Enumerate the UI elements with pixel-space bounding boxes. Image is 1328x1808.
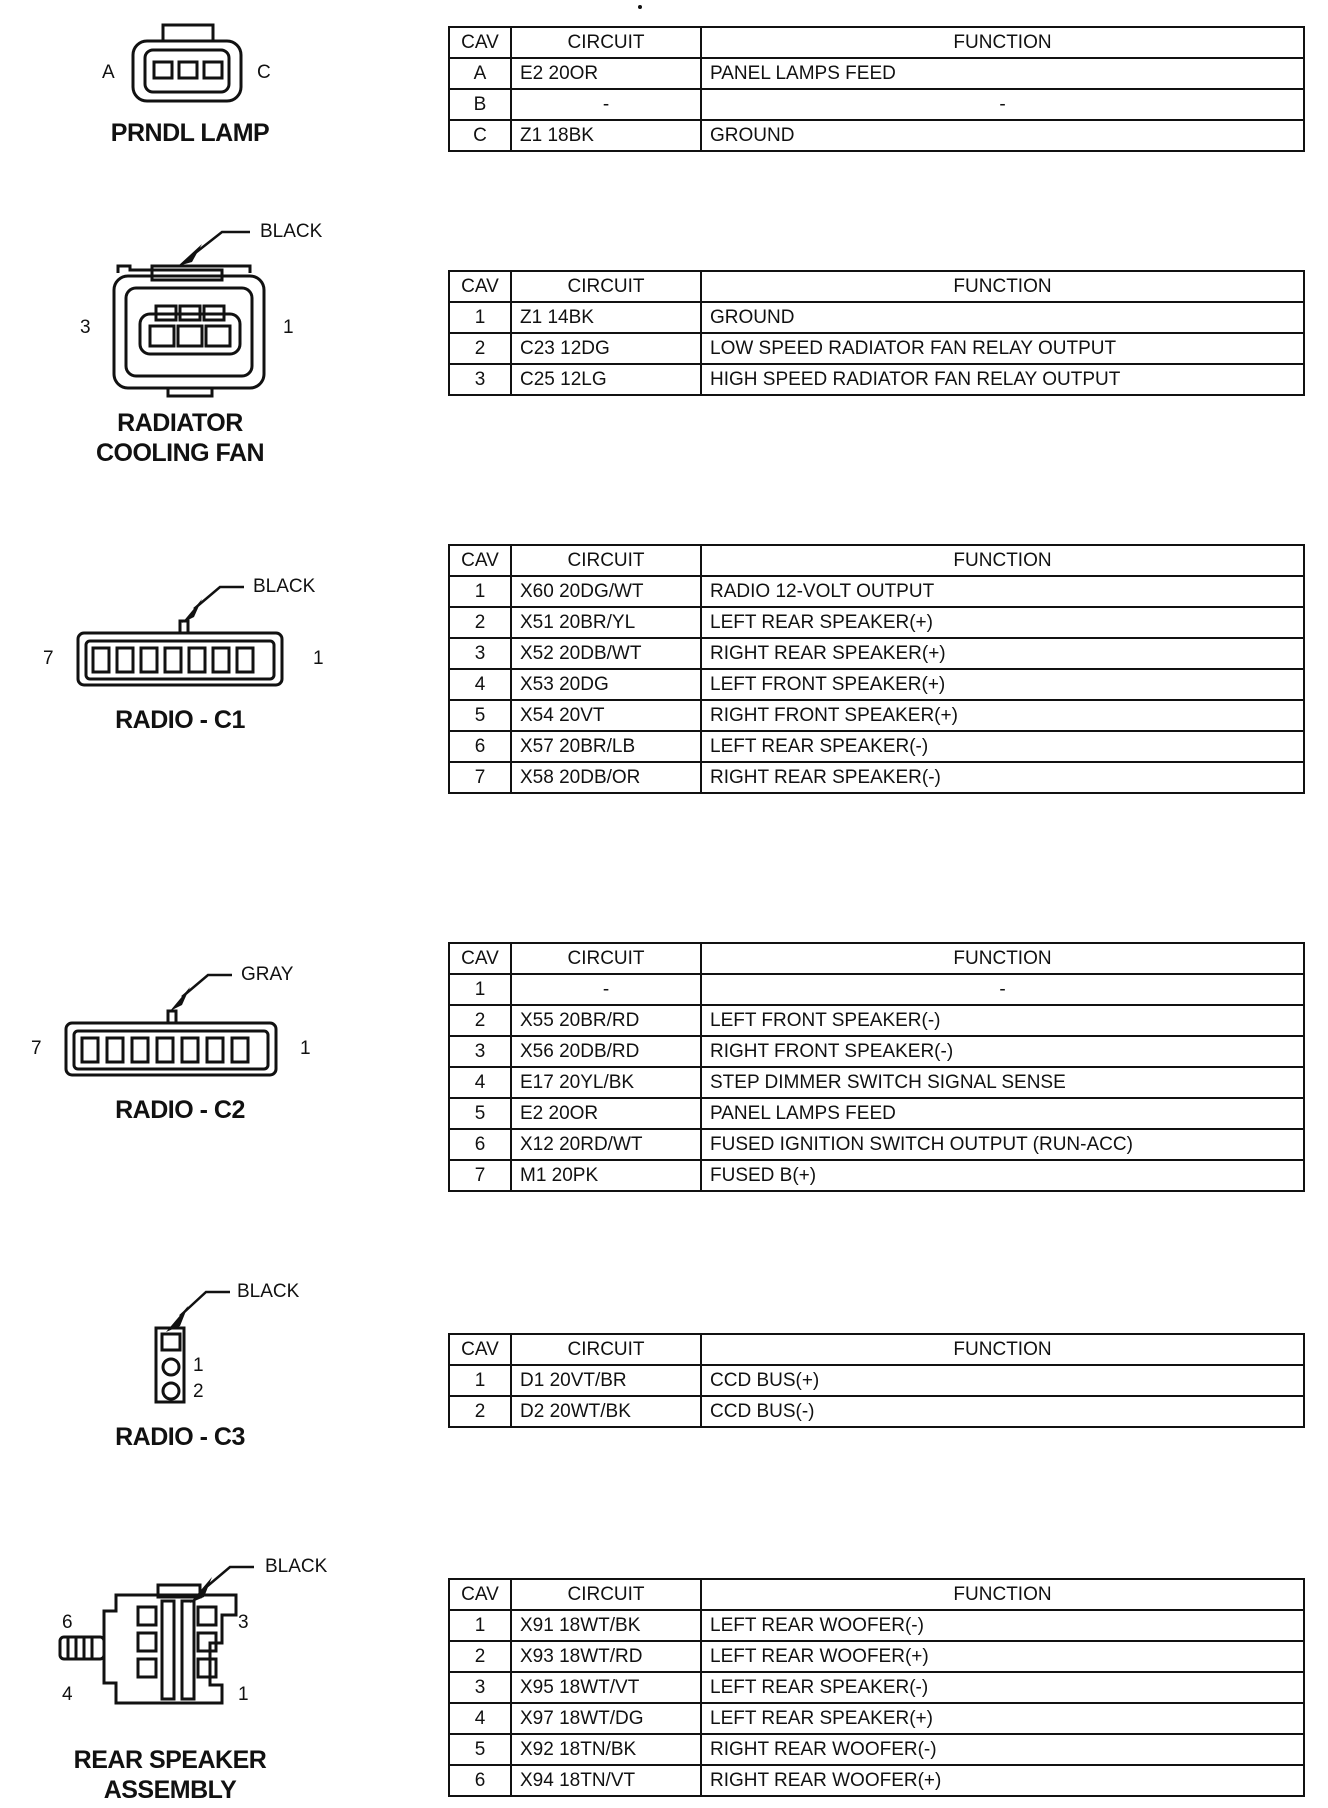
pin-label-1: 1 bbox=[193, 1355, 204, 1376]
pin-label-3: 3 bbox=[238, 1612, 249, 1633]
cav-cell: 4 bbox=[449, 1067, 511, 1098]
cav-cell: 3 bbox=[449, 638, 511, 669]
pin-label-1: 1 bbox=[283, 317, 294, 338]
function-cell: GROUND bbox=[701, 120, 1304, 151]
circuit-cell: X94 18TN/VT bbox=[511, 1765, 701, 1796]
arrow-icon bbox=[170, 987, 190, 1011]
connector-title-line2: ASSEMBLY bbox=[103, 1776, 237, 1804]
pin-label-1: 1 bbox=[300, 1038, 311, 1059]
circuit-cell: X93 18WT/RD bbox=[511, 1641, 701, 1672]
table-row bbox=[449, 762, 1304, 793]
table-row bbox=[449, 1129, 1304, 1160]
prndl-lamp-diagram bbox=[0, 0, 400, 160]
circuit-cell: X58 20DB/OR bbox=[511, 762, 701, 793]
connector-title: RADIO - C1 bbox=[115, 706, 245, 734]
cav-cell: 4 bbox=[449, 1703, 511, 1734]
circuit-cell: Z1 18BK bbox=[511, 120, 701, 151]
cav-cell: 1 bbox=[449, 302, 511, 333]
function-cell: LEFT REAR SPEAKER(-) bbox=[701, 731, 1304, 762]
arrow-icon bbox=[178, 244, 202, 266]
color-label: BLACK bbox=[253, 576, 316, 597]
circuit-cell: X54 20VT bbox=[511, 700, 701, 731]
header-cav: CAV bbox=[449, 271, 511, 302]
header-function: FUNCTION bbox=[701, 27, 1304, 58]
header-circuit: CIRCUIT bbox=[511, 943, 701, 974]
table-row bbox=[449, 1396, 1304, 1427]
cav-cell: 2 bbox=[449, 1396, 511, 1427]
pinout-table-radio-c3 bbox=[448, 1333, 1305, 1428]
circuit-cell: C23 12DG bbox=[511, 333, 701, 364]
table-row bbox=[449, 89, 1304, 120]
pin-label-7: 7 bbox=[43, 648, 54, 669]
function-cell: FUSED B(+) bbox=[701, 1160, 1304, 1191]
pin-label-3: 3 bbox=[80, 317, 91, 338]
connector-title-line1: RADIATOR bbox=[117, 409, 243, 437]
cav-cell: 1 bbox=[449, 1365, 511, 1396]
function-cell: FUSED IGNITION SWITCH OUTPUT (RUN-ACC) bbox=[701, 1129, 1304, 1160]
header-circuit: CIRCUIT bbox=[511, 1579, 701, 1610]
circuit-cell: - bbox=[511, 974, 701, 1005]
function-cell: - bbox=[701, 974, 1304, 1005]
cav-cell: 7 bbox=[449, 1160, 511, 1191]
function-cell: LEFT REAR WOOFER(-) bbox=[701, 1610, 1304, 1641]
function-cell: STEP DIMMER SWITCH SIGNAL SENSE bbox=[701, 1067, 1304, 1098]
radio-c3-diagram bbox=[0, 1280, 400, 1460]
pin-label-6: 6 bbox=[62, 1612, 73, 1633]
pin-label-a: A bbox=[102, 62, 115, 83]
cav-cell: A bbox=[449, 58, 511, 89]
color-label: BLACK bbox=[237, 1281, 300, 1302]
circuit-cell: X52 20DB/WT bbox=[511, 638, 701, 669]
cav-cell: 5 bbox=[449, 1098, 511, 1129]
table-row bbox=[449, 974, 1304, 1005]
table-row bbox=[449, 700, 1304, 731]
connector-title: PRNDL LAMP bbox=[110, 119, 270, 147]
cav-cell: B bbox=[449, 89, 511, 120]
cav-cell: 5 bbox=[449, 700, 511, 731]
function-cell: LEFT REAR SPEAKER(-) bbox=[701, 1672, 1304, 1703]
stray-dot bbox=[638, 5, 642, 9]
circuit-cell: X95 18WT/VT bbox=[511, 1672, 701, 1703]
table-row bbox=[449, 120, 1304, 151]
connector-title-line1: REAR SPEAKER bbox=[73, 1746, 267, 1774]
circuit-cell: X53 20DG bbox=[511, 669, 701, 700]
circuit-cell: - bbox=[511, 89, 701, 120]
table-row bbox=[449, 1765, 1304, 1796]
function-cell: RIGHT FRONT SPEAKER(-) bbox=[701, 1036, 1304, 1067]
cav-cell: 3 bbox=[449, 364, 511, 395]
table-row bbox=[449, 1067, 1304, 1098]
circuit-cell: Z1 14BK bbox=[511, 302, 701, 333]
table-row bbox=[449, 333, 1304, 364]
circuit-cell: X57 20BR/LB bbox=[511, 731, 701, 762]
circuit-cell: C25 12LG bbox=[511, 364, 701, 395]
function-cell: LEFT FRONT SPEAKER(-) bbox=[701, 1005, 1304, 1036]
pin-label-7: 7 bbox=[31, 1038, 42, 1059]
circuit-cell: D2 20WT/BK bbox=[511, 1396, 701, 1427]
function-cell: CCD BUS(-) bbox=[701, 1396, 1304, 1427]
arrow-icon bbox=[182, 599, 202, 623]
table-row bbox=[449, 1098, 1304, 1129]
header-cav: CAV bbox=[449, 545, 511, 576]
table-row bbox=[449, 1365, 1304, 1396]
function-cell: PANEL LAMPS FEED bbox=[701, 1098, 1304, 1129]
circuit-cell: X55 20BR/RD bbox=[511, 1005, 701, 1036]
header-cav: CAV bbox=[449, 943, 511, 974]
table-row bbox=[449, 364, 1304, 395]
header-cav: CAV bbox=[449, 1579, 511, 1610]
function-cell: RIGHT REAR WOOFER(-) bbox=[701, 1734, 1304, 1765]
cav-cell: 6 bbox=[449, 1129, 511, 1160]
function-cell: LEFT REAR SPEAKER(+) bbox=[701, 1703, 1304, 1734]
radiator-cooling-fan-diagram bbox=[0, 210, 400, 480]
cav-cell: 1 bbox=[449, 974, 511, 1005]
table-row bbox=[449, 302, 1304, 333]
pinout-table-rear-speaker-assembly bbox=[448, 1578, 1305, 1797]
function-cell: RIGHT REAR WOOFER(+) bbox=[701, 1765, 1304, 1796]
cav-cell: 2 bbox=[449, 333, 511, 364]
connector-title: RADIO - C2 bbox=[115, 1096, 245, 1124]
function-cell: LEFT REAR SPEAKER(+) bbox=[701, 607, 1304, 638]
circuit-cell: D1 20VT/BR bbox=[511, 1365, 701, 1396]
table-row bbox=[449, 1036, 1304, 1067]
function-cell: RIGHT FRONT SPEAKER(+) bbox=[701, 700, 1304, 731]
circuit-cell: M1 20PK bbox=[511, 1160, 701, 1191]
pin-label-1: 1 bbox=[238, 1684, 249, 1705]
radio-c2-diagram bbox=[0, 955, 400, 1135]
header-circuit: CIRCUIT bbox=[511, 27, 701, 58]
table-row bbox=[449, 1641, 1304, 1672]
table-row bbox=[449, 1160, 1304, 1191]
cav-cell: 4 bbox=[449, 669, 511, 700]
circuit-cell: X51 20BR/YL bbox=[511, 607, 701, 638]
header-function: FUNCTION bbox=[701, 545, 1304, 576]
circuit-cell: X60 20DG/WT bbox=[511, 576, 701, 607]
function-cell: HIGH SPEED RADIATOR FAN RELAY OUTPUT bbox=[701, 364, 1304, 395]
circuit-cell: E17 20YL/BK bbox=[511, 1067, 701, 1098]
circuit-cell: E2 20OR bbox=[511, 1098, 701, 1129]
function-cell: CCD BUS(+) bbox=[701, 1365, 1304, 1396]
radio-c1-diagram bbox=[0, 565, 400, 745]
function-cell: GROUND bbox=[701, 302, 1304, 333]
table-row bbox=[449, 576, 1304, 607]
pinout-table-prndl-lamp bbox=[448, 26, 1305, 152]
pin-label-1: 1 bbox=[313, 648, 324, 669]
function-cell: PANEL LAMPS FEED bbox=[701, 58, 1304, 89]
pin-label-4: 4 bbox=[62, 1684, 73, 1705]
header-function: FUNCTION bbox=[701, 1334, 1304, 1365]
cav-cell: 7 bbox=[449, 762, 511, 793]
circuit-cell: X97 18WT/DG bbox=[511, 1703, 701, 1734]
cav-cell: 3 bbox=[449, 1672, 511, 1703]
cav-cell: 6 bbox=[449, 731, 511, 762]
table-row bbox=[449, 58, 1304, 89]
connector-title: RADIO - C3 bbox=[115, 1423, 245, 1451]
cav-cell: 3 bbox=[449, 1036, 511, 1067]
header-cav: CAV bbox=[449, 1334, 511, 1365]
function-cell: LEFT FRONT SPEAKER(+) bbox=[701, 669, 1304, 700]
header-cav: CAV bbox=[449, 27, 511, 58]
function-cell: LEFT REAR WOOFER(+) bbox=[701, 1641, 1304, 1672]
circuit-cell: X12 20RD/WT bbox=[511, 1129, 701, 1160]
pinout-table-radiator-cooling-fan bbox=[448, 270, 1305, 396]
table-row bbox=[449, 1610, 1304, 1641]
header-circuit: CIRCUIT bbox=[511, 1334, 701, 1365]
connector-title-line2: COOLING FAN bbox=[95, 439, 265, 467]
table-row bbox=[449, 1703, 1304, 1734]
header-function: FUNCTION bbox=[701, 271, 1304, 302]
header-circuit: CIRCUIT bbox=[511, 271, 701, 302]
function-cell: RADIO 12-VOLT OUTPUT bbox=[701, 576, 1304, 607]
color-label: BLACK bbox=[260, 221, 323, 242]
cav-cell: 2 bbox=[449, 1005, 511, 1036]
cav-cell: 5 bbox=[449, 1734, 511, 1765]
table-row bbox=[449, 607, 1304, 638]
circuit-cell: X91 18WT/BK bbox=[511, 1610, 701, 1641]
cav-cell: 1 bbox=[449, 576, 511, 607]
cav-cell: 6 bbox=[449, 1765, 511, 1796]
table-row bbox=[449, 669, 1304, 700]
cav-cell: 1 bbox=[449, 1610, 511, 1641]
circuit-cell: E2 20OR bbox=[511, 58, 701, 89]
pinout-table-radio-c1 bbox=[448, 544, 1305, 794]
header-function: FUNCTION bbox=[701, 1579, 1304, 1610]
function-cell: RIGHT REAR SPEAKER(-) bbox=[701, 762, 1304, 793]
pin-label-2: 2 bbox=[193, 1381, 204, 1402]
pin-label-c: C bbox=[257, 62, 271, 83]
circuit-cell: X92 18TN/BK bbox=[511, 1734, 701, 1765]
color-label: BLACK bbox=[265, 1556, 328, 1577]
color-label: GRAY bbox=[241, 964, 294, 985]
function-cell: - bbox=[701, 89, 1304, 120]
table-row bbox=[449, 1005, 1304, 1036]
circuit-cell: X56 20DB/RD bbox=[511, 1036, 701, 1067]
rear-speaker-assembly-diagram bbox=[0, 1545, 400, 1808]
header-circuit: CIRCUIT bbox=[511, 545, 701, 576]
function-cell: LOW SPEED RADIATOR FAN RELAY OUTPUT bbox=[701, 333, 1304, 364]
cav-cell: C bbox=[449, 120, 511, 151]
cav-cell: 2 bbox=[449, 607, 511, 638]
function-cell: RIGHT REAR SPEAKER(+) bbox=[701, 638, 1304, 669]
table-row bbox=[449, 1734, 1304, 1765]
header-function: FUNCTION bbox=[701, 943, 1304, 974]
pinout-table-radio-c2 bbox=[448, 942, 1305, 1192]
table-row bbox=[449, 1672, 1304, 1703]
arrow-icon bbox=[190, 1577, 212, 1603]
cav-cell: 2 bbox=[449, 1641, 511, 1672]
table-row bbox=[449, 638, 1304, 669]
table-row bbox=[449, 731, 1304, 762]
